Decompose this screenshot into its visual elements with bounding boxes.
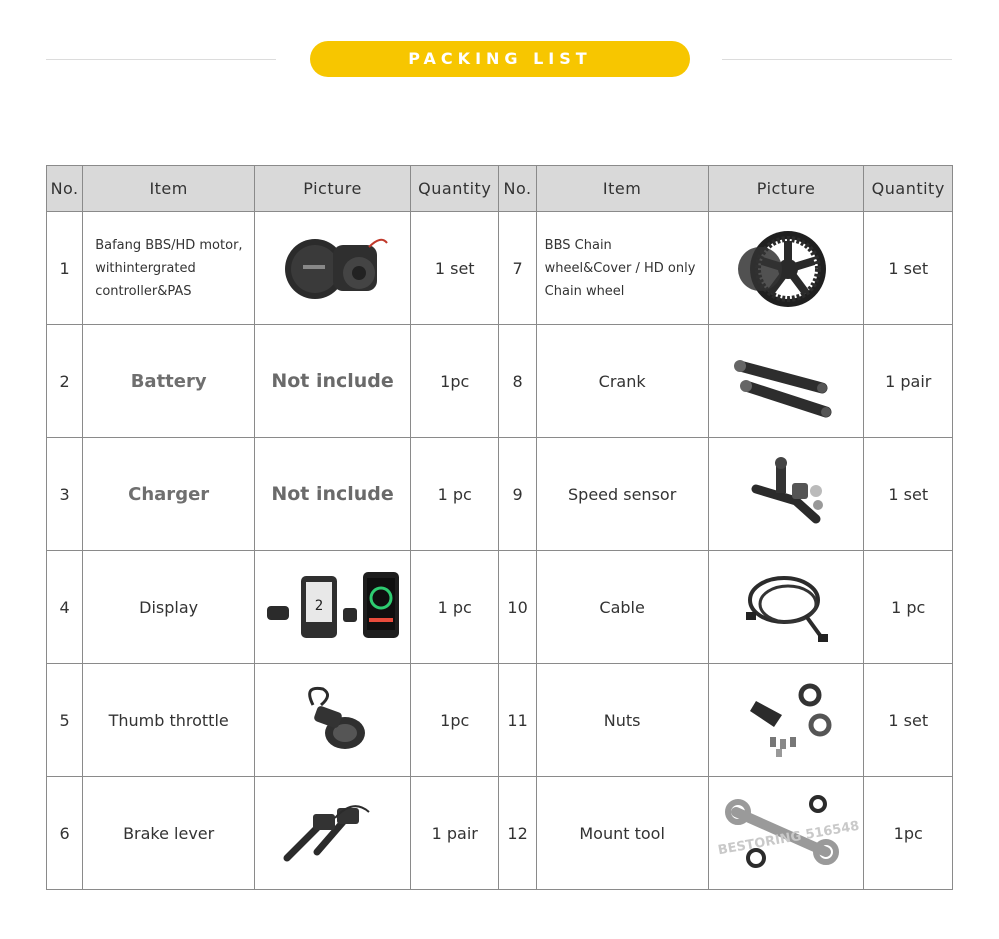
item-name: Brake lever <box>83 777 255 890</box>
col-header-picture: Picture <box>255 166 411 212</box>
header-rule-right <box>722 59 952 60</box>
chain-wheel-icon <box>708 212 864 325</box>
quantity: 1 pc <box>410 551 498 664</box>
row-number: 7 <box>499 212 536 325</box>
table-row <box>47 777 953 890</box>
svg-text:2: 2 <box>314 598 323 614</box>
picture-not-included: Not include <box>255 325 411 438</box>
col-header-no: No. <box>47 166 83 212</box>
brake-lever-icon <box>255 777 411 890</box>
crank-arms-icon <box>708 325 864 438</box>
item-name: Nuts <box>536 664 708 777</box>
item-name: BBS Chain wheel&Cover / HD only Chain wheel <box>536 212 708 325</box>
thumb-throttle-icon <box>255 664 411 777</box>
table-row <box>47 212 953 325</box>
col-header-quantity-2: Quantity <box>864 166 953 212</box>
row-number: 12 <box>499 777 536 890</box>
nuts-set-icon <box>708 664 864 777</box>
item-name: Speed sensor <box>536 438 708 551</box>
table-row <box>47 551 953 664</box>
quantity: 1pc <box>864 777 953 890</box>
row-number: 2 <box>47 325 83 438</box>
quantity: 1pc <box>410 325 498 438</box>
quantity: 1 pair <box>410 777 498 890</box>
mid-drive-motor-icon <box>255 212 411 325</box>
row-number: 8 <box>499 325 536 438</box>
row-number: 5 <box>47 664 83 777</box>
packing-list-banner: PACKING LIST <box>310 41 690 77</box>
row-number: 4 <box>47 551 83 664</box>
quantity: 1 pc <box>864 551 953 664</box>
col-header-item-2: Item <box>536 166 708 212</box>
table-row <box>47 664 953 777</box>
quantity: 1 pair <box>864 325 953 438</box>
item-name: Crank <box>536 325 708 438</box>
table-row <box>47 325 953 438</box>
cable-coil-icon <box>708 551 864 664</box>
col-header-no-2: No. <box>499 166 536 212</box>
picture-not-included: Not include <box>255 438 411 551</box>
quantity: 1pc <box>410 664 498 777</box>
quantity: 1 set <box>410 212 498 325</box>
col-header-picture-2: Picture <box>708 166 864 212</box>
speed-sensor-icon <box>708 438 864 551</box>
quantity: 1 pc <box>410 438 498 551</box>
item-name: Mount tool <box>536 777 708 890</box>
row-number: 9 <box>499 438 536 551</box>
row-number: 1 <box>47 212 83 325</box>
col-header-item: Item <box>83 166 255 212</box>
item-name: Charger <box>83 438 255 551</box>
packing-list-table <box>46 165 953 890</box>
quantity: 1 set <box>864 212 953 325</box>
item-name: Display <box>83 551 255 664</box>
col-header-quantity: Quantity <box>410 166 498 212</box>
quantity: 1 set <box>864 664 953 777</box>
display-units-icon <box>255 551 411 664</box>
item-name: Thumb throttle <box>83 664 255 777</box>
row-number: 6 <box>47 777 83 890</box>
watermark-text: BESTORING 516548 <box>716 818 861 859</box>
item-name: Cable <box>536 551 708 664</box>
header-rule-left <box>46 59 276 60</box>
mount-tool-icon <box>708 777 864 890</box>
row-number: 11 <box>499 664 536 777</box>
table-header-row <box>47 166 953 212</box>
quantity: 1 set <box>864 438 953 551</box>
row-number: 3 <box>47 438 83 551</box>
item-name: Bafang BBS/HD motor, withintergrated controller&PAS <box>83 212 255 325</box>
row-number: 10 <box>499 551 536 664</box>
item-name: Battery <box>83 325 255 438</box>
table-row <box>47 438 953 551</box>
